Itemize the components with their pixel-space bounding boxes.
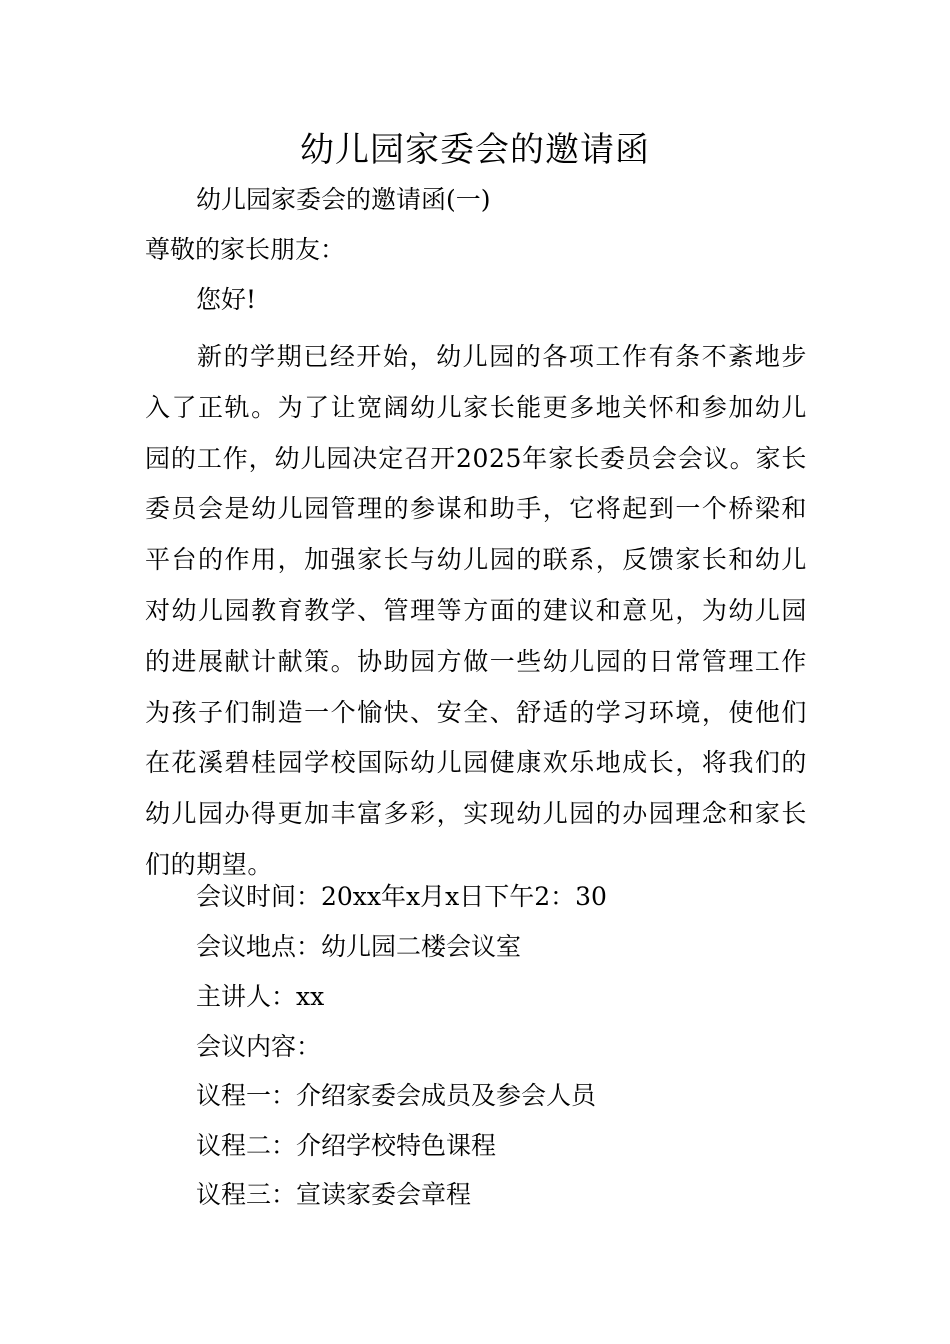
agenda-item: 议程二：介绍学校特色课程 [196, 1131, 497, 1160]
document-subtitle: 幼儿园家委会的邀请函(一) [196, 185, 491, 214]
greeting: 您好! [196, 285, 257, 314]
meeting-place: 会议地点：幼儿园二楼会议室 [196, 932, 522, 961]
agenda-item: 议程一：介绍家委会成员及参会人员 [196, 1081, 597, 1110]
salutation: 尊敬的家长朋友： [145, 235, 346, 264]
meeting-content-label: 会议内容： [196, 1032, 322, 1061]
document-title: 幼儿园家委会的邀请函 [300, 130, 650, 170]
speaker: 主讲人：xx [196, 982, 325, 1011]
agenda-item: 议程三：宣读家委会章程 [196, 1180, 472, 1209]
body-paragraph: 新的学期已经开始，幼儿园的各项工作有条不紊地步入了正轨。为了让宽阔幼儿家长能更多地关怀和参加幼儿园的工作，幼儿园决定召开2025年家长委员会会议。家长委员会是幼儿园管理的参谋和助手，它将起到一个桥梁和平台的作用，加强家长与幼儿园的联系，反馈家长和幼儿对幼儿园教育教学、管理等方面的建议和意见，为幼儿园的进展献计献策。协助园方做一些幼儿园的日常管理工作为孩子们制造一个愉快、安全、舒适的学习环境，使他们在花溪碧桂园学校国际幼儿园健康欢乐地成长，将我们的幼儿园办得更加丰富多彩，实现幼儿园的办园理念和家长们的期望。 [145, 342, 807, 879]
meeting-time: 会议时间：20xx年x月x日下午2：30 [196, 882, 607, 911]
